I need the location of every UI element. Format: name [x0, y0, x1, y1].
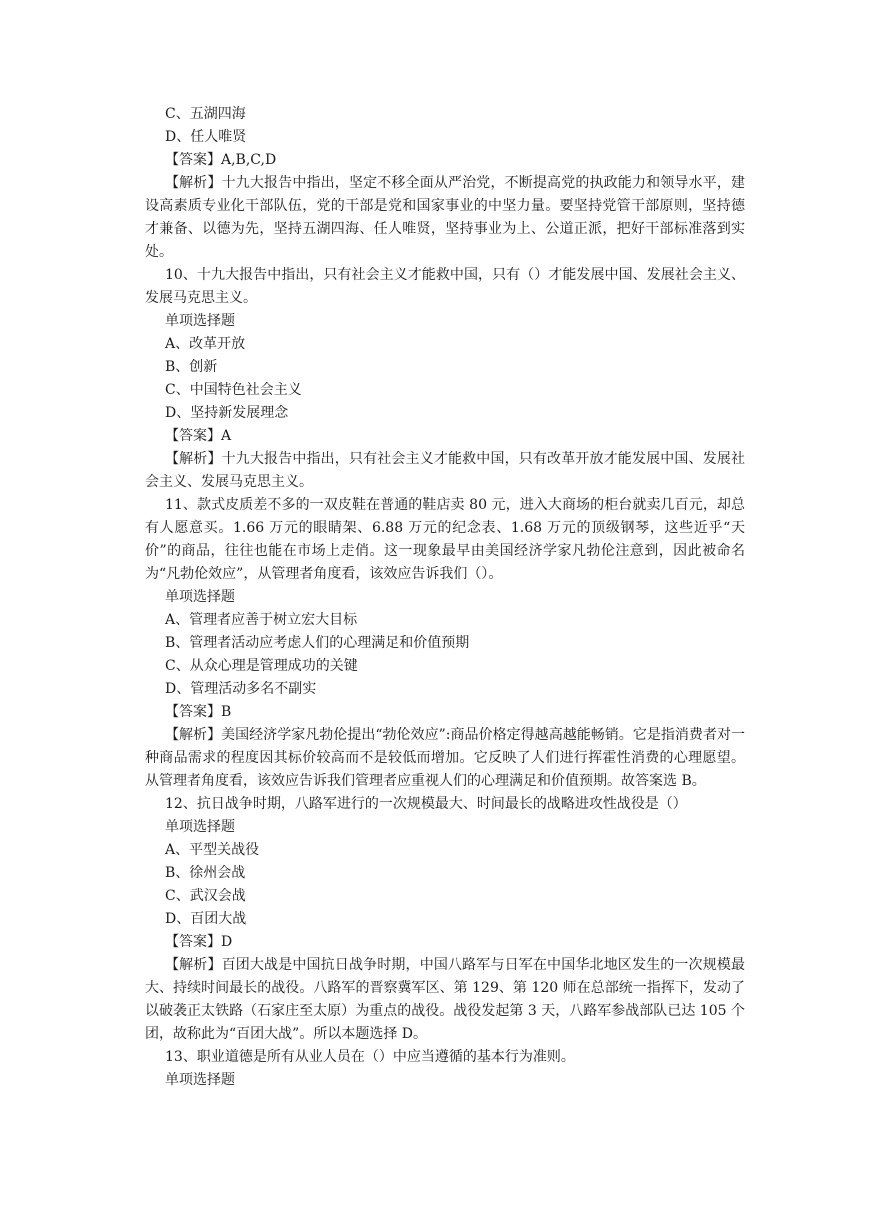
question-type: 单项选择题	[165, 313, 235, 329]
option-b: B、管理者活动应考虑人们的心理满足和价值预期	[165, 635, 470, 651]
explanation: 【解析】美国经济学家凡勃伦提出“勃伦效应”:商品价格定得越高越能畅销。它是指消费者对一种商品需求的程度因其标价较高而不是较低而增加。它反映了人们进行挥霍性消费的心理愿望。从管理者角度看，该效应告诉我们管理者应重视人们的心理满足和价值预期。故答案选 B。	[145, 727, 745, 789]
option-d: D、坚持新发展理念	[165, 405, 289, 421]
option-d: D、百团大战	[165, 911, 247, 927]
option-c: C、武汉会战	[165, 888, 246, 904]
option-b: B、徐州会战	[165, 865, 246, 881]
answer: 【答案】A	[165, 428, 232, 444]
answer: 【答案】D	[165, 934, 233, 950]
option-c: C、从众心理是管理成功的关键	[165, 658, 358, 674]
question-13: 13、职业道德是所有从业人员在（）中应当遵循的基本行为准则。	[165, 1049, 575, 1065]
question-12: 12、抗日战争时期，八路军进行的一次规模最大、时间最长的战略进攻性战役是（）	[165, 796, 687, 812]
option-a: A、管理者应善于树立宏大目标	[165, 612, 358, 628]
answer: 【答案】B	[165, 704, 232, 720]
option-a: A、平型关战役	[165, 842, 260, 858]
option-b: B、创新	[165, 359, 218, 375]
option-a: A、改革开放	[165, 336, 246, 352]
question-type: 单项选择题	[165, 589, 235, 605]
explanation: 【解析】十九大报告中指出，坚定不移全面从严治党，不断提高党的执政能力和领导水平，建设高素质专业化干部队伍，党的干部是党和国家事业的中坚力量。要坚持党管干部原则，坚持德才兼备、以德为先，坚持五湖四海、任人唯贤，坚持事业为上、公道正派，把好干部标准落到实处。	[145, 175, 745, 260]
explanation: 【解析】百团大战是中国抗日战争时期，中国八路军与日军在中国华北地区发生的一次规模最大、持续时间最长的战役。八路军的晋察冀军区、第 129、第 120 师在总部统一指挥下，发动了以破袭正太铁路（石家庄至太原）为重点的战役。战役发起第 3 天，八路军参战部队已达 105 个团，故称此为“百团大战”。所以本题选择 D。	[145, 957, 745, 1042]
option-c: C、五湖四海	[165, 106, 246, 122]
explanation: 【解析】十九大报告中指出，只有社会主义才能救中国，只有改革开放才能发展中国、发展社会主义、发展马克思主义。	[145, 451, 745, 490]
option-d: D、任人唯贤	[165, 129, 247, 145]
question-11: 11、款式皮质差不多的一双皮鞋在普通的鞋店卖 80 元，进入大商场的柜台就卖几百元，却总有人愿意买。1.66 万元的眼睛架、6.88 万元的纪念表、1.68 万元的顶级钢琴，这些近乎“天价”的商品，往往也能在市场上走俏。这一现象最早由美国经济学家凡勃伦注意到，因此被命名为“凡勃伦效应”，从管理者角度看，该效应告诉我们（）。	[145, 497, 745, 582]
option-d: D、管理活动多名不副实	[165, 681, 317, 697]
question-type: 单项选择题	[165, 819, 235, 835]
question-10: 10、十九大报告中指出，只有社会主义才能救中国，只有（）才能发展中国、发展社会主义、发展马克思主义。	[145, 267, 745, 306]
question-type: 单项选择题	[165, 1072, 235, 1088]
option-c: C、中国特色社会主义	[165, 382, 302, 398]
answer: 【答案】A,B,C,D	[165, 152, 277, 168]
document-body	[145, 103, 745, 1092]
